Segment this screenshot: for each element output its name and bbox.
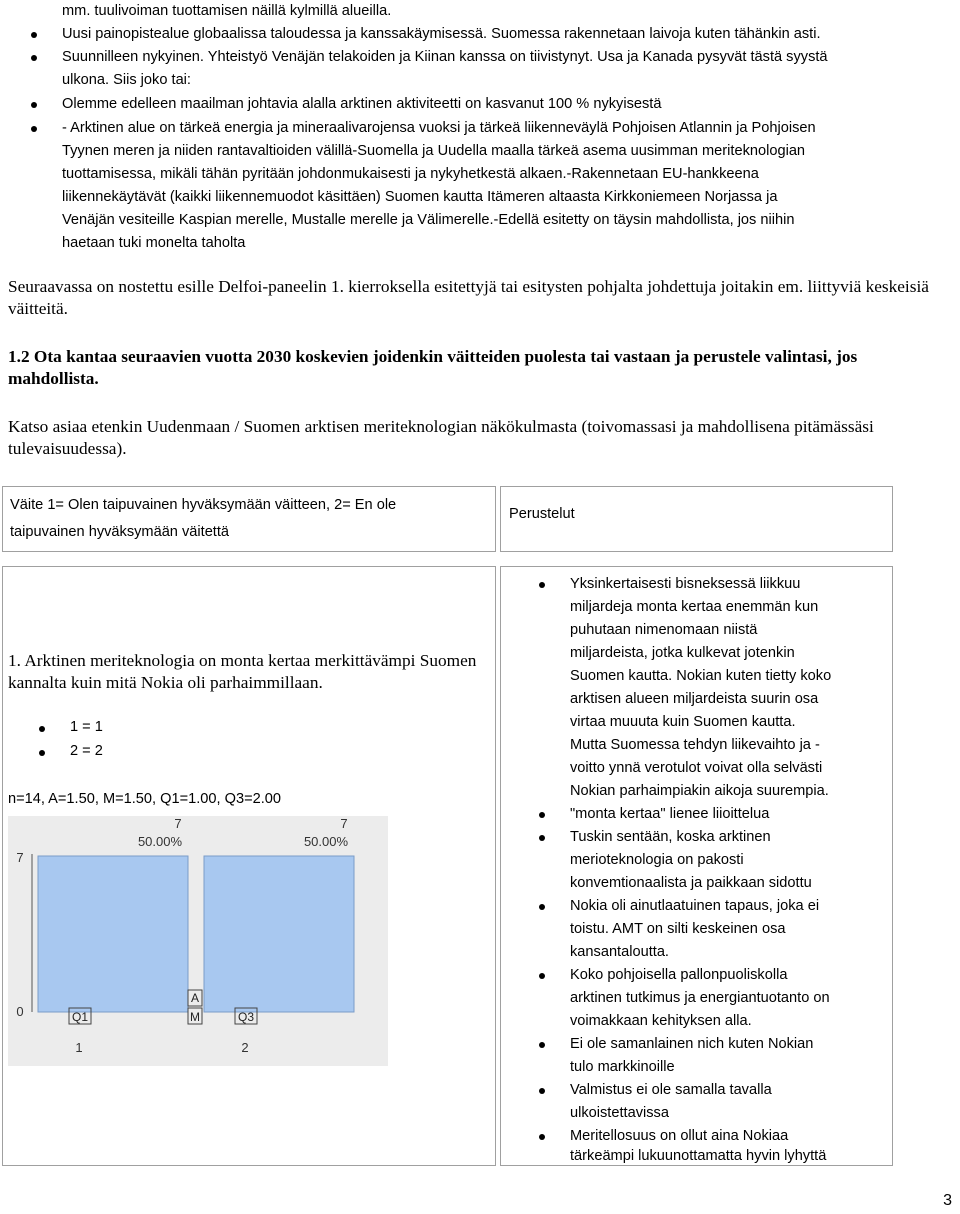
bullet-icon xyxy=(539,1042,545,1048)
bullet-icon xyxy=(539,1088,545,1094)
option-item: 2 = 2 xyxy=(70,743,103,759)
list-line: haetaan tuki monelta taholta xyxy=(62,235,246,251)
bullet-icon xyxy=(31,102,37,108)
header-left-line: Väite 1= Olen taipuvainen hyväksymään väitteen, 2= En ole xyxy=(10,497,397,513)
list-line: Venäjän vesiteille Kaspian merelle, Mustalle merelle ja Välimerelle.-Edellä esitetty on täysin mahdollista, jos niihin xyxy=(62,212,795,228)
list-line: liikennekäytävät (kaikki liikennemuodot käsittäen) Suomen kautta Itämeren altaasta Kirkkoniemeen Norjassa ja xyxy=(62,189,778,205)
option-item: 1 = 1 xyxy=(70,719,103,735)
reason-line: tärkeämpi lukuunottamatta hyvin lyhyttä xyxy=(570,1148,827,1164)
claim-text: 1. Arktinen meriteknologia on monta kertaa merkittävämpi Suomen kannalta kuin mitä Nokia oli parhaimmillaan. xyxy=(8,651,477,692)
instruction-paragraph: Katso asiaa etenkin Uudenmaan / Suomen arktisen meriteknologian näkökulmasta (toivomassasi ja mahdollisena pitämässäsi tulevaisuudessa). xyxy=(8,417,874,458)
bullet-icon xyxy=(539,582,545,588)
x-tick-label: 2 xyxy=(241,1040,249,1055)
page-number: 3 xyxy=(943,1192,952,1209)
header-left-line: taipuvainen hyväksymään väitettä xyxy=(10,524,230,540)
reason-line: Mutta Suomessa tehdyn liikevaihto ja - xyxy=(570,737,820,753)
reason-line: arktisen alueen miljardeista suurin osa xyxy=(570,691,819,707)
reason-line: Suomen kautta. Nokian kuten tietty koko xyxy=(570,668,832,684)
a-marker-label: A xyxy=(190,991,200,1005)
reason-line: arktinen tutkimus ja energiantuotanto on xyxy=(570,990,830,1006)
reason-line: miljardeista, jotka kulkevat jotenkin xyxy=(570,645,795,661)
reason-line: "monta kertaa" lienee liioittelua xyxy=(570,806,770,822)
list-line: Suunnilleen nykyinen. Yhteistyö Venäjän telakoiden ja Kiinan kanssa on tiivistynyt. Usa ja Kanada pysyvät tästä syystä xyxy=(62,49,828,65)
reason-line: konvemtionaalista ja paikkaan sidottu xyxy=(570,875,812,891)
question-heading: 1.2 Ota kantaa seuraavien vuotta 2030 koskevien joidenkin väitteiden puolesta tai vastaan ja perustele valintasi, jos mahdollista. xyxy=(8,347,858,388)
chart-svg xyxy=(8,816,388,1066)
reason-line: Valmistus ei ole samalla tavalla xyxy=(570,1082,772,1098)
chart-bar xyxy=(204,856,354,1012)
list-line: - Arktinen alue on tärkeä energia ja mineraalivarojensa vuoksi ja tärkeä liikenneväylä Pohjoisen Atlannin ja Pohjoisen xyxy=(62,120,816,136)
list-line: Olemme edelleen maailman johtavia alalla arktinen aktiviteetti on kasvanut 100 % nykyisestä xyxy=(62,96,662,112)
header-right-text: Perustelut xyxy=(509,506,575,522)
reason-line: kansantaloutta. xyxy=(570,944,669,960)
bar-count-label: 7 xyxy=(340,816,348,831)
intro-paragraph: Seuraavassa on nostettu esille Delfoi-paneelin 1. kierroksella esitettyjä tai esitysten pohjalta johdettuja joitakin em. liittyviä keskeisiä väitteitä. xyxy=(8,277,929,318)
distribution-chart xyxy=(8,816,388,1066)
bar-percent-label: 50.00% xyxy=(137,834,183,849)
bullet-icon xyxy=(31,32,37,38)
list-line: mm. tuulivoiman tuottamisen näillä kylmillä alueilla. xyxy=(62,3,392,19)
reason-line: Nokian parhaimpiakin aikoja suurempia. xyxy=(570,783,829,799)
reason-line: Nokia oli ainutlaatuinen tapaus, joka ei xyxy=(570,898,820,914)
reason-line: Koko pohjoisella pallonpuoliskolla xyxy=(570,967,788,983)
bullet-icon xyxy=(39,726,45,732)
stats-line: n=14, A=1.50, M=1.50, Q1=1.00, Q3=2.00 xyxy=(8,791,282,807)
y-tick-label: 0 xyxy=(16,1004,24,1019)
bullet-icon xyxy=(539,835,545,841)
bullet-icon xyxy=(539,1134,545,1140)
reason-line: voimakkaan kehityksen alla. xyxy=(570,1013,752,1029)
chart-bar xyxy=(38,856,188,1012)
reason-line: voitto ynnä verotulot voivat olla selvästi xyxy=(570,760,823,776)
reason-line: merioteknologia on pakosti xyxy=(570,852,744,868)
header-left-text xyxy=(10,492,396,546)
y-tick-label: 7 xyxy=(16,850,24,865)
reason-line: ulkoistettavissa xyxy=(570,1105,669,1121)
bar-count-label: 7 xyxy=(174,816,182,831)
q1-marker-label: Q1 xyxy=(71,1010,89,1024)
bullet-icon xyxy=(539,904,545,910)
bullet-icon xyxy=(539,973,545,979)
list-line: ulkona. Siis joko tai: xyxy=(62,72,191,88)
reason-line: Yksinkertaisesti bisneksessä liikkuu xyxy=(570,576,801,592)
bar-percent-label: 50.00% xyxy=(303,834,349,849)
list-line: Tyynen meren ja niiden rantavaltioiden välillä-Suomella ja Uudella maalla tärkeä asema uusimman meriteknologian xyxy=(62,143,806,159)
bullet-icon xyxy=(539,812,545,818)
reason-line: toistu. AMT on silti keskeinen osa xyxy=(570,921,786,937)
reason-line: tulo markkinoille xyxy=(570,1059,675,1075)
list-line: Uusi painopistealue globaalissa taloudessa ja kanssakäymisessä. Suomessa rakennetaan laivoja kuten tähänkin asti. xyxy=(62,26,821,42)
m-marker-label: M xyxy=(190,1010,200,1024)
list-line: tuottamisessa, mikäli tähän pyritään johdonmukaisesti ja nykyhetkestä alkaen.-Rakennetaan EU-hankkeena xyxy=(62,166,759,182)
bullet-icon xyxy=(39,750,45,756)
reason-line: Meritellosuus on ollut aina Nokiaa xyxy=(570,1128,789,1144)
reason-line: Tuskin sentään, koska arktinen xyxy=(570,829,771,845)
reason-line: virtaa muuuta kuin Suomen kautta. xyxy=(570,714,796,730)
bullet-icon xyxy=(31,126,37,132)
reason-line: miljardeja monta kertaa enemmän kun xyxy=(570,599,819,615)
reason-line: puhutaan nimenomaan niistä xyxy=(570,622,758,638)
x-tick-label: 1 xyxy=(75,1040,83,1055)
bullet-icon xyxy=(31,55,37,61)
reason-line: Ei ole samanlainen nich kuten Nokian xyxy=(570,1036,814,1052)
q3-marker-label: Q3 xyxy=(237,1010,255,1024)
